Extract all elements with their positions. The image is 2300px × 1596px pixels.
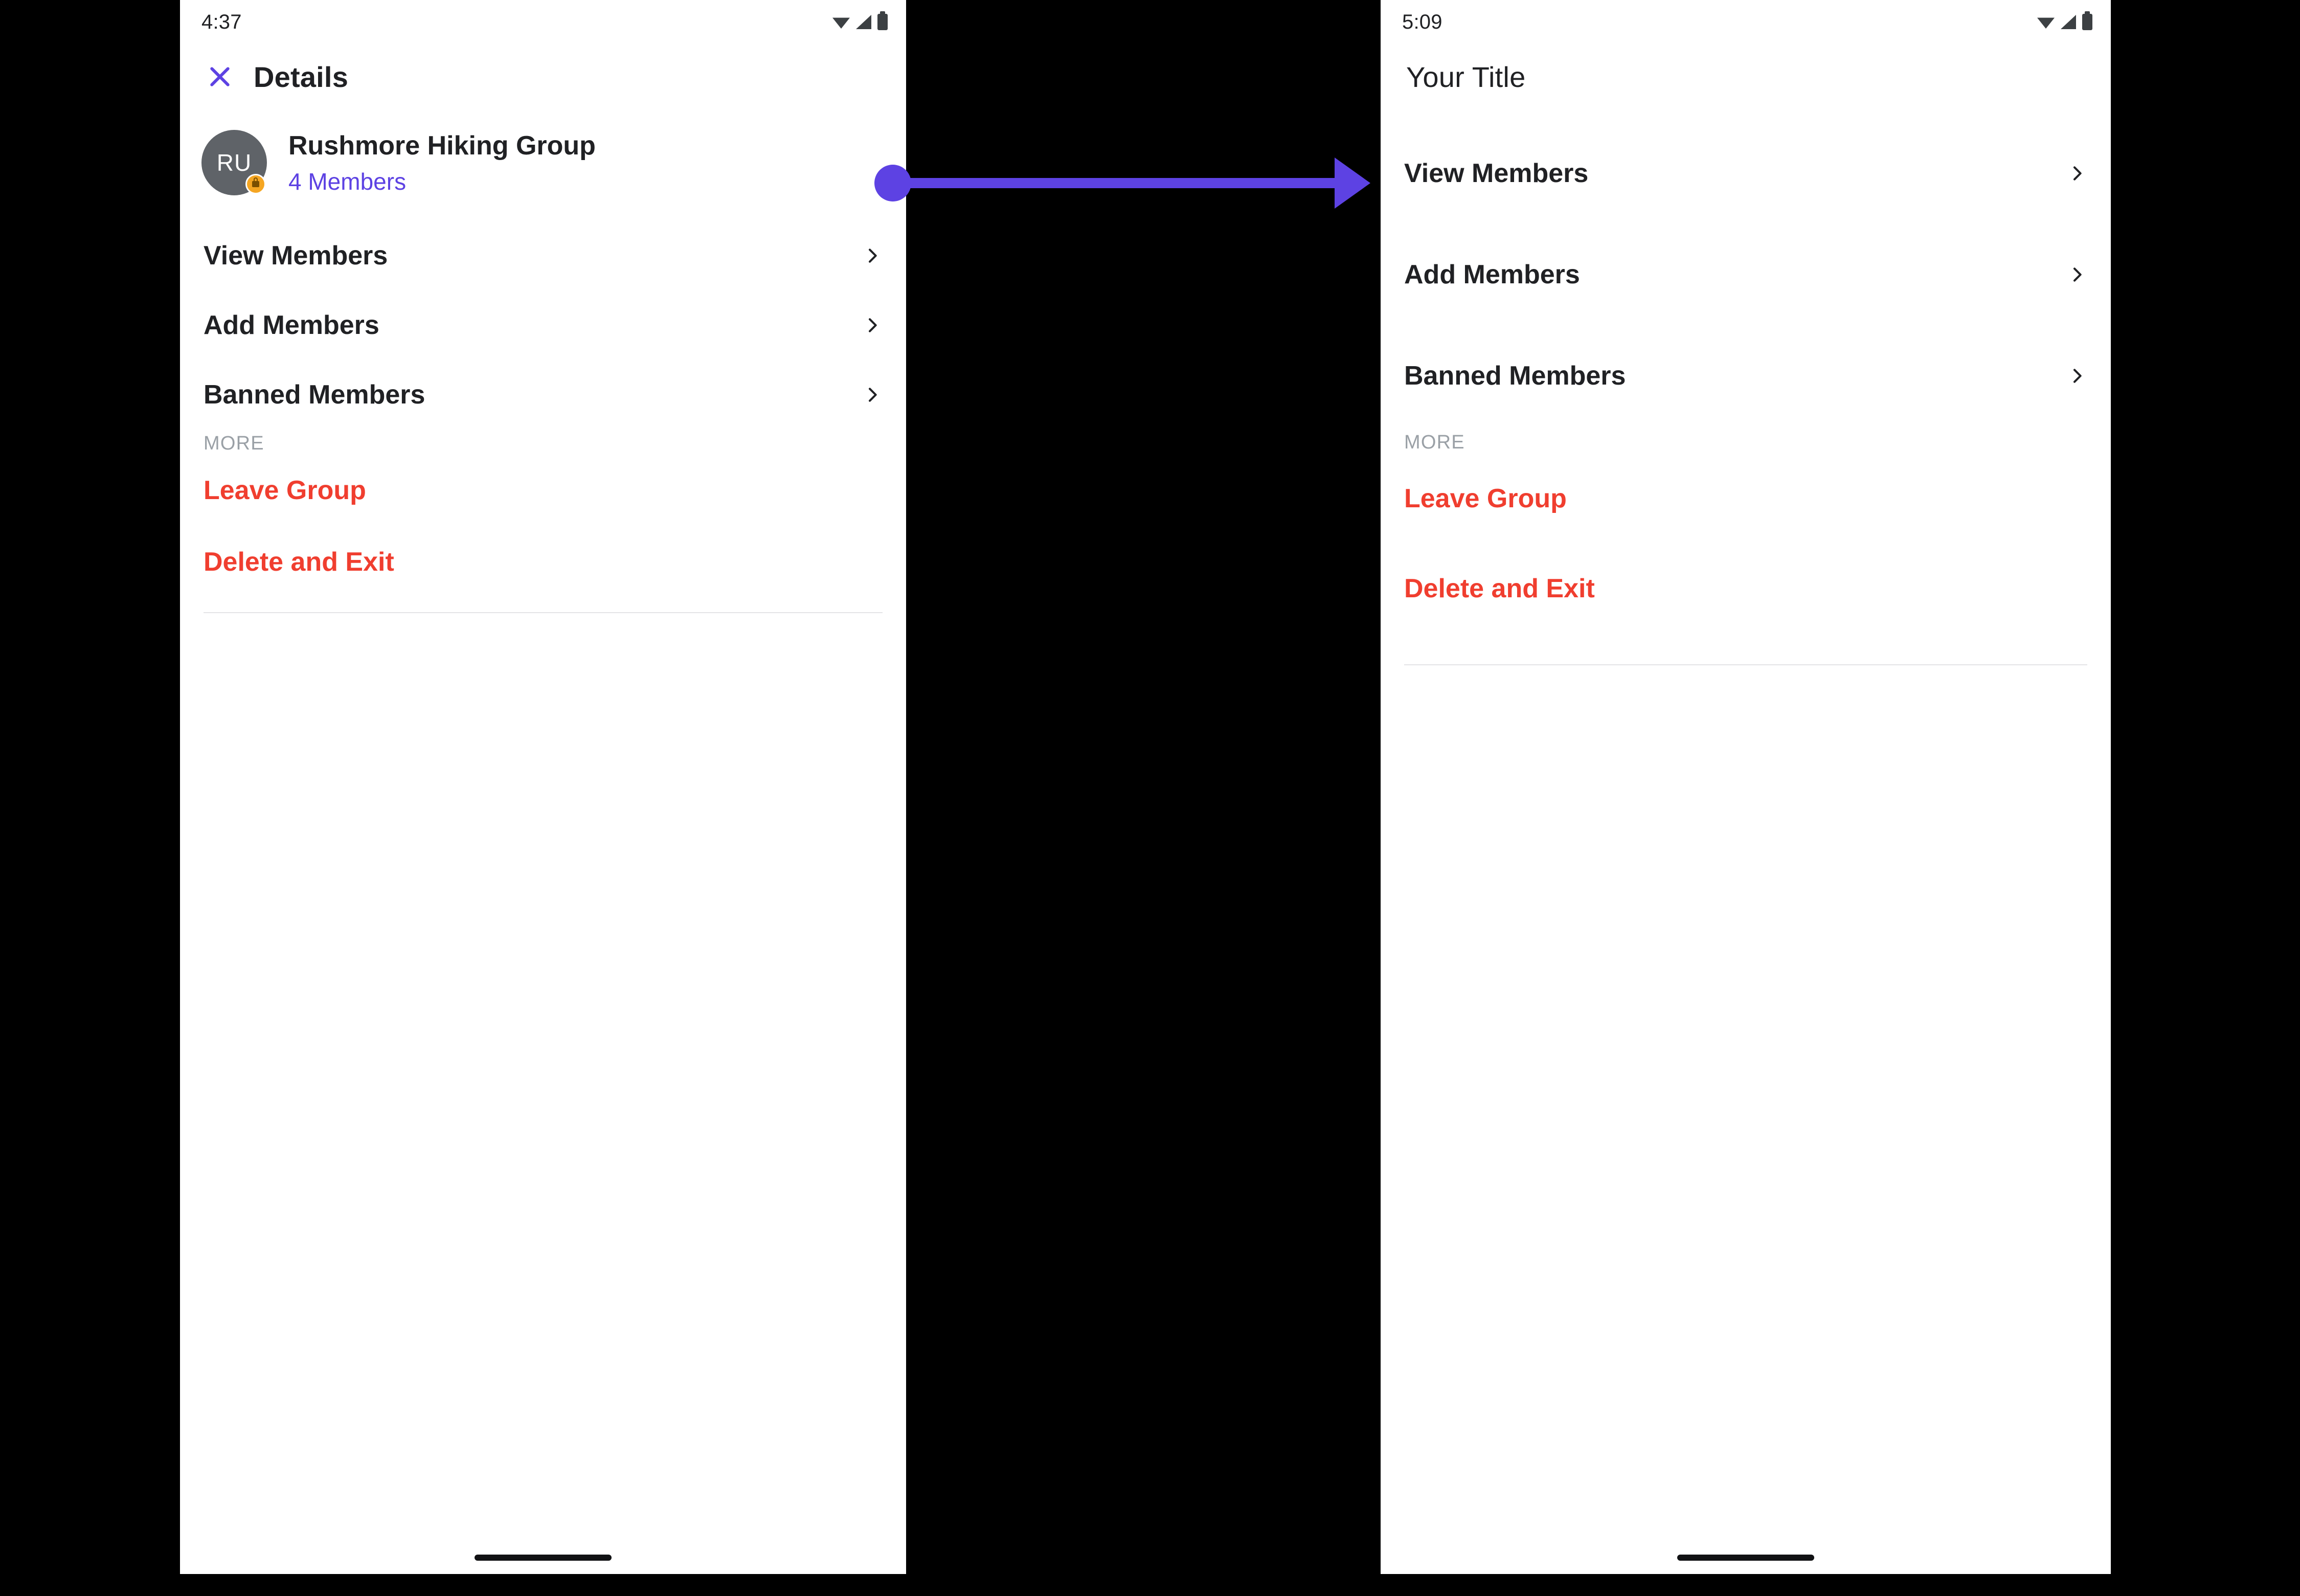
menu-item-label: View Members — [1404, 159, 1589, 188]
group-header[interactable] — [180, 109, 906, 216]
signal-icon — [2061, 15, 2076, 29]
menu-list — [180, 216, 906, 613]
menu-item-label: Delete and Exit — [1404, 574, 1595, 603]
menu-item-label: Banned Members — [204, 380, 425, 410]
menu-item-leave-group[interactable] — [180, 455, 906, 526]
close-icon[interactable] — [201, 58, 238, 95]
chevron-right-icon — [862, 385, 883, 405]
menu-item-view-members[interactable] — [1381, 123, 2111, 224]
chevron-right-icon — [2067, 163, 2087, 184]
section-label-more: MORE — [204, 433, 264, 454]
chevron-right-icon — [2067, 366, 2087, 386]
flow-arrow — [874, 153, 1416, 215]
chevron-right-icon — [862, 315, 883, 335]
group-identity — [288, 130, 596, 195]
menu-item-delete-and-exit[interactable] — [1381, 544, 2111, 634]
page-title: Your Title — [1406, 60, 1526, 93]
menu-item-add-members[interactable] — [1381, 224, 2111, 325]
menu-item-banned-members[interactable] — [180, 360, 906, 430]
status-bar — [180, 0, 906, 44]
chevron-right-icon — [862, 245, 883, 266]
signal-icon — [856, 15, 871, 29]
battery-icon — [2082, 14, 2092, 30]
wifi-icon — [832, 15, 850, 29]
phone-screen-right — [1381, 0, 2111, 1574]
phone-screen-left — [180, 0, 906, 1574]
menu-item-label: Add Members — [1404, 260, 1580, 289]
avatar-initials: RU — [201, 130, 267, 195]
group-name: Rushmore Hiking Group — [288, 131, 596, 161]
menu-item-label: Banned Members — [1404, 361, 1626, 391]
avatar — [201, 130, 267, 195]
wifi-icon — [2037, 15, 2055, 29]
flow-arrow-line — [905, 178, 1355, 188]
app-bar — [180, 44, 906, 109]
menu-item-banned-members[interactable] — [1381, 325, 2111, 426]
chevron-right-icon — [2067, 264, 2087, 285]
status-bar — [1381, 0, 2111, 44]
menu-item-label: Delete and Exit — [204, 547, 394, 577]
status-icons — [2037, 14, 2092, 30]
status-time: 5:09 — [1402, 10, 1442, 33]
divider — [204, 612, 883, 613]
gesture-bar — [1677, 1555, 1814, 1561]
menu-item-leave-group[interactable] — [1381, 454, 2111, 544]
menu-item-label: Leave Group — [204, 476, 366, 505]
menu-item-add-members[interactable] — [180, 290, 906, 360]
divider — [1404, 664, 2087, 665]
status-icons — [832, 14, 888, 30]
status-time: 4:37 — [201, 10, 242, 33]
section-label-more: MORE — [1404, 432, 1465, 453]
battery-icon — [877, 14, 888, 30]
page-title: Details — [254, 60, 349, 93]
lock-icon — [245, 174, 266, 194]
app-bar — [1381, 44, 2111, 109]
gesture-bar — [475, 1555, 612, 1561]
menu-item-view-members[interactable] — [180, 221, 906, 290]
menu-item-delete-and-exit[interactable] — [180, 526, 906, 598]
menu-item-label: Leave Group — [1404, 484, 1567, 513]
flow-arrow-head — [1335, 158, 1370, 209]
menu-item-label: View Members — [204, 241, 388, 271]
group-member-count: 4 Members — [288, 168, 407, 195]
menu-list — [1381, 109, 2111, 665]
lock-icon-glyph — [252, 181, 259, 187]
menu-item-label: Add Members — [204, 310, 379, 340]
